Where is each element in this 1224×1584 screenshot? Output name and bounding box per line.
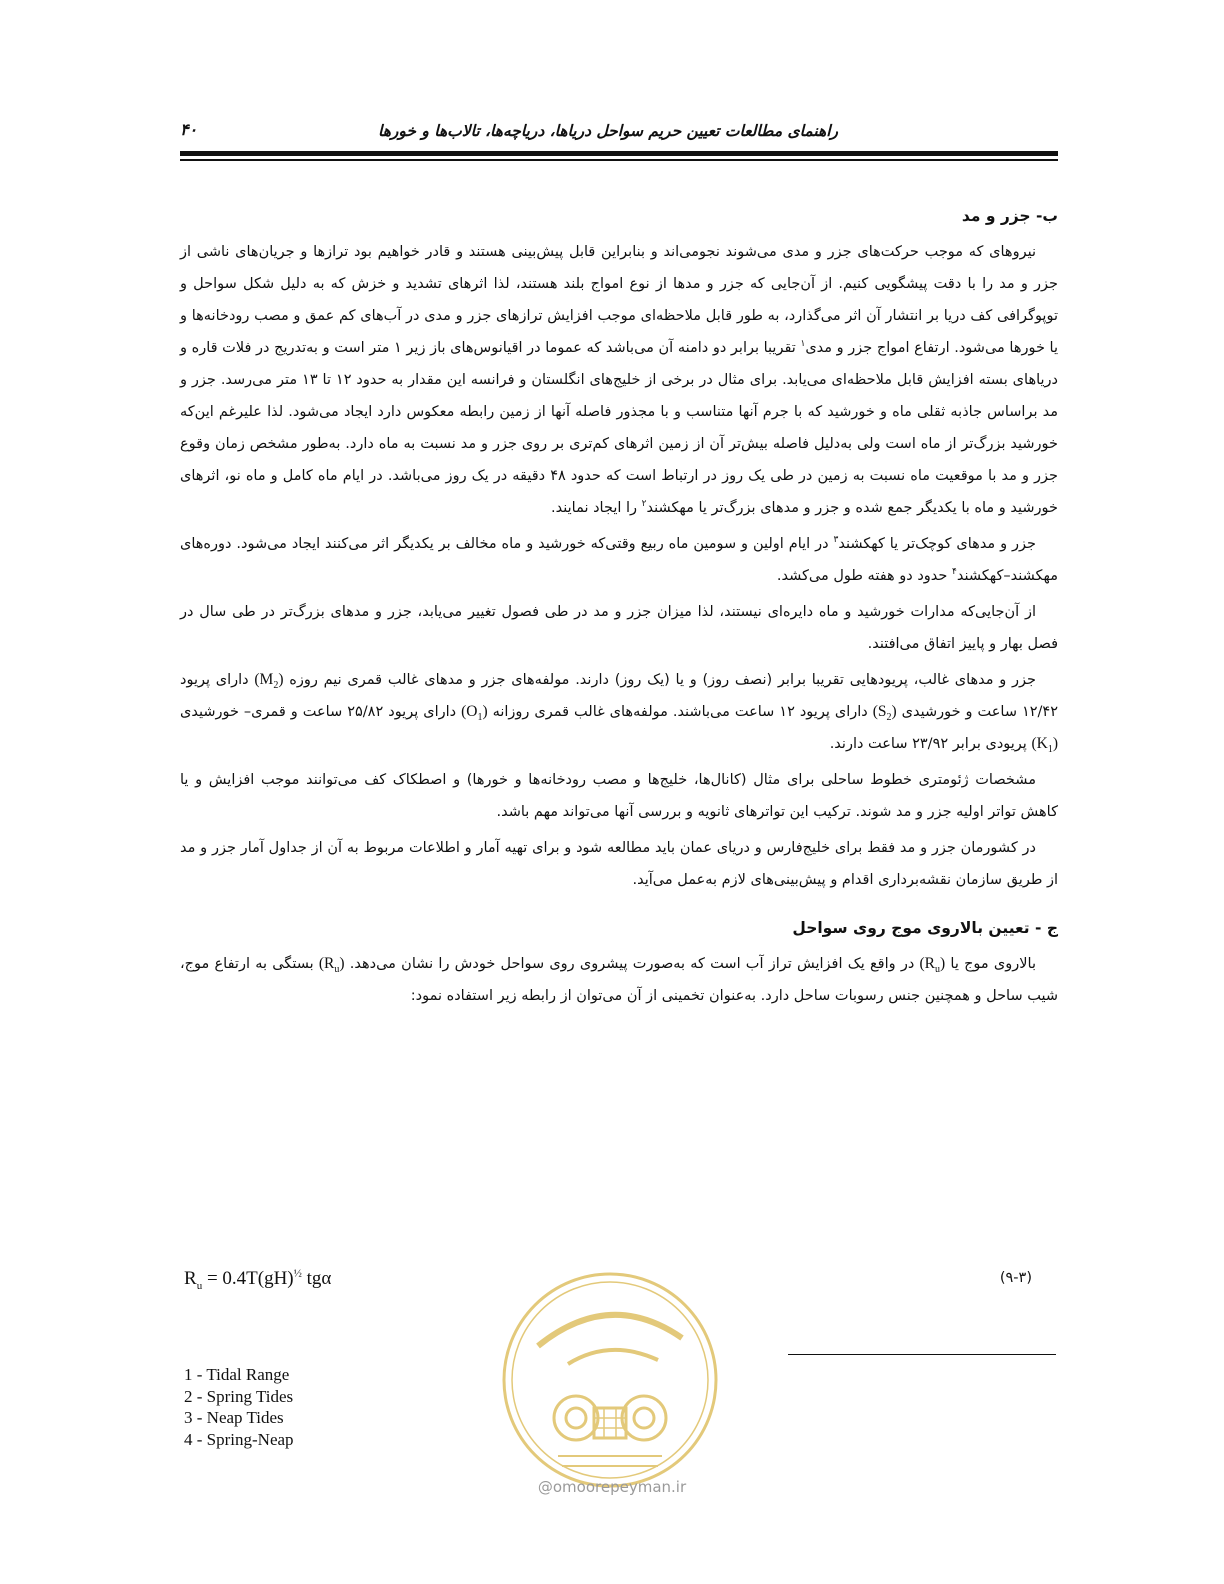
symbol-k1: $(K_1)$ — [1031, 735, 1058, 756]
paragraph-tides-1: نیروهای که موجب حرکت‌های جزر و مدی می‌شوند نجومی‌اند و بنابراین قابل پیش‌بینی هستند و قادر خواهیم بود ترازها و جریان‌های ناشی از جزر و مد را با دقت پیشگویی کنیم. از آن‌جایی که جزر و مدها از نوع امواج بلند هستند، لذا اثرهای تشدید و خزش که به دلیل شکل سواحل و توپوگرافی کف دریا بر انتشار آن اثر می‌گذارد، به طور قابل ملاحظه‌ای موجب افزایش ترازهای جزر و مدی در آب‌های کم عمق و مصب رودخانه‌ها و یا خورها می‌شود. ارتفاع امواج جزر و مدی$^۱$ تقریبا برابر دو دامنه آن می‌باشد که عموما در اقیانوس‌های باز زیر ۱ متر است و به‌تدریج در فلات قاره و دریاهای بسته افزایش قابل ملاحظه‌ای می‌یابد. برای مثال در برخی از خلیج‌های انگلستان و فرانسه این مقدار به حدود ۱۲ تا ۱۳ متر می‌رسد. جزر و مد براساس جاذبه ثقلی ماه و خورشید که با جرم آنها متناسب و با مجذور فاصله آنها از زمین رابطه معکوس دارد ایجاد می‌شود. لذا علیرغم این‌که خورشید بزرگ‌تر از ماه است ولی به‌دلیل فاصله بیش‌تر آن از زمین اثرهای کم‌تری بر روی جزر و مد نسبت به ماه دارد. به‌طور مشخص زمان وقوع جزر و مد با موقعیت ماه نسبت به زمین در طی یک روز در ارتباط است که حدود ۴۸ دقیقه در یک روز می‌باشد. در ایام ماه کامل و ماه نو، اثرهای خورشید و ماه با یکدیگر جمع شده و جزر و مدهای بزرگ‌تر یا مهکشند$^۲$ را ایجاد نمایند. — [180, 244, 1059, 516]
footnote-1: 1 - Tidal Range — [184, 1365, 290, 1384]
symbol-ru-2: $(R_u)$ — [318, 955, 345, 976]
section-heading-runup: ج - تعیین بالاروی موج روی سواحل — [792, 919, 1058, 937]
paragraph-tides-3: از آن‌جایی‌که مدارات خورشید و ماه دایره‌ای نیستند، لذا میزان جزر و مد در طی فصول تغییر می‌یابد، جزر و مدهای بزرگ‌تر در طی سال در فصل بهار و پاییز اتفاق می‌افتند. — [180, 604, 1058, 652]
footnote-ref-4: ۴ — [952, 567, 957, 578]
paragraph-tides-4: جزر و مدهای غالب، پریودهایی تقریبا برابر (نصف روز) و یا (یک روز) دارند. مولفه‌های جزر و مدهای غالب قمری نیم روزه $(M_2)$ دارای پریود ۱۲/۴۲ ساعت و خورشیدی $(S_2)$ دارای پریود ۱۲ ساعت می‌باشند. مولفه‌های غالب قمری روزانه $(O_1)$ دارای پریود ۲۵/۸۲ ساعت و قمری– خورشیدی $(K_1)$ پریودی برابر ۲۳/۹۲ ساعت دارند. — [180, 671, 1058, 756]
symbol-ru: $(R_u)$ — [919, 955, 946, 976]
header-rule-thick — [180, 151, 1058, 156]
equation-number: (۹-۳) — [999, 1270, 1032, 1286]
symbol-o1: $(O_1)$ — [461, 703, 488, 724]
page-number: ۴۰ — [180, 120, 198, 139]
header-rule-thin — [180, 159, 1058, 161]
footnote-3: 3 - Neap Tides — [184, 1408, 284, 1427]
body-text — [180, 200, 1058, 1012]
paragraph-tides-2: جزر و مدهای کوچک‌تر یا کهکشند$^۳$ در ایام اولین و سومین ماه ربیع وقتی‌که خورشید و ماه مخالف بر یکدیگر اثر می‌کنند ایجاد می‌شود. دوره‌های مهکشند–کهکشند$^۴$ حدود دو هفته طول می‌کشد. — [180, 535, 1058, 584]
section-heading-tides: ب- جزر و مد — [961, 207, 1058, 225]
footnote-2: 2 - Spring Tides — [184, 1386, 294, 1406]
running-header — [180, 118, 1058, 148]
paragraph-tides-6: در کشورمان جزر و مد فقط برای خلیج‌فارس و دریای عمان باید مطالعه شود و برای تهیه آمار و اطلاعات مربوط به آن از جداول آمار جزر و مد از طریق سازمان نقشه‌برداری اقدام و پیش‌بینی‌های لازم به‌عمل می‌آید. — [180, 840, 1058, 888]
symbol-m2: $(M_2)$ — [254, 671, 284, 692]
runup-formula: $R_u = 0.4T(gH)^{\frac{1}{2}}$ tgα — [184, 1267, 332, 1292]
footnote-separator — [788, 1354, 1056, 1355]
footnotes — [184, 1364, 294, 1450]
footnote-4: 4 - Spring-Neap — [184, 1429, 294, 1449]
footnote-ref-2: ۲ — [641, 499, 647, 510]
header-title: راهنمای مطالعات تعیین حریم سواحل دریاها، دریاچه‌ها، تالاب‌ها و خورها — [378, 122, 838, 140]
symbol-s2: $(S_2)$ — [872, 703, 897, 724]
paragraph-runup-1: بالاروی موج یا $(R_u)$ در واقع یک افزایش تراز آب است که به‌صورت پیشروی روی سواحل خودش را نشان می‌دهد. $(R_u)$ بستگی به ارتفاع موج، شیب ساحل و همچنین جنس رسوبات ساحل دارد. به‌عنوان تخمینی از آن می‌توان از رابطه زیر استفاده نمود: — [180, 955, 1058, 1004]
paragraph-tides-5: مشخصات ژئومتری خطوط ساحلی برای مثال (کانال‌ها، خلیج‌ها و مصب رودخانه‌ها و خورها) و اصطکاک کف می‌توانند موجب افزایش و یا کاهش تواتر اولیه جزر و مد شوند. ترکیب این تواترهای ثانویه و بررسی آنها می‌تواند مهم باشد. — [180, 772, 1058, 820]
footnote-ref-1: ۱ — [800, 339, 806, 350]
watermark-url: @omoorepeyman.ir — [537, 1478, 687, 1496]
watermark-seal-icon — [498, 1268, 722, 1492]
footnote-ref-3: ۳ — [833, 535, 839, 546]
